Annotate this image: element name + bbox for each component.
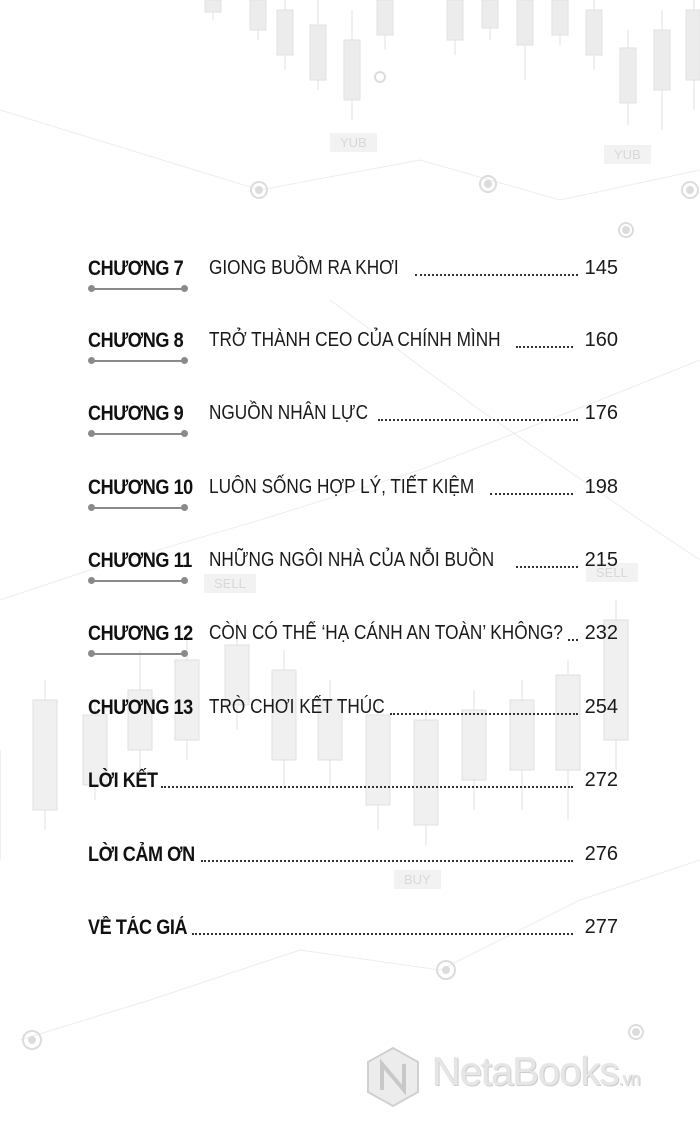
buy-tag-top: YUB (330, 133, 377, 152)
chapter-title: GIONG BUỒM RA KHƠI (209, 257, 399, 279)
underline-connector (91, 433, 185, 435)
chapter-label: CHƯƠNG 10 (88, 476, 193, 499)
page-number: 160 (584, 329, 618, 351)
underline-connector (91, 507, 185, 509)
chapter-label: LỜI CẢM ƠN (88, 843, 195, 866)
page-number: 276 (584, 843, 618, 865)
toc-entry[interactable] (88, 549, 618, 589)
logo-name: NetaBooks (432, 1050, 619, 1094)
chapter-label: CHƯƠNG 7 (88, 257, 184, 280)
chapter-label: CHƯƠNG 11 (88, 549, 192, 572)
leader-dots (568, 637, 578, 641)
underline-connector (91, 653, 185, 655)
leader-dots (201, 858, 573, 862)
leader-dots (516, 344, 573, 348)
leader-dots (390, 711, 578, 715)
netabooks-logo (362, 1046, 662, 1106)
sell-tag-left: SELL (204, 574, 256, 593)
logo-wordmark (432, 1050, 640, 1095)
chapter-title: TRỞ THÀNH CEO CỦA CHÍNH MÌNH (209, 329, 501, 351)
leader-dots (516, 564, 578, 568)
chapter-label: CHƯƠNG 13 (88, 696, 193, 719)
leader-dots (490, 491, 573, 495)
toc-entry[interactable] (88, 622, 618, 662)
page-number: 277 (584, 916, 618, 938)
page-number: 215 (584, 549, 618, 571)
chapter-label: LỜI KẾT (88, 769, 158, 792)
logo-suffix: .vn (618, 1069, 640, 1089)
chapter-label: VỀ TÁC GIẢ (88, 916, 188, 939)
buy-tag-bottom: BUY (394, 870, 441, 889)
toc-entry[interactable] (88, 769, 618, 809)
page-number: 176 (584, 402, 618, 424)
leader-dots (161, 784, 573, 788)
chapter-label: CHƯƠNG 9 (88, 402, 184, 425)
leader-dots (378, 417, 578, 421)
chapter-label: CHƯƠNG 12 (88, 622, 193, 645)
page-number: 254 (584, 696, 618, 718)
chapter-title: NHỮNG NGÔI NHÀ CỦA NỖI BUỒN (209, 549, 495, 571)
page-number: 272 (584, 769, 618, 791)
chapter-label: CHƯƠNG 8 (88, 329, 184, 352)
page-number: 198 (584, 476, 618, 498)
underline-connector (91, 360, 185, 362)
toc-entry[interactable] (88, 402, 618, 442)
toc-entry[interactable] (88, 696, 618, 736)
leader-dots (415, 272, 578, 276)
chapter-title: LUÔN SỐNG HỢP LÝ, TIẾT KIỆM (209, 476, 475, 498)
toc-entry[interactable] (88, 843, 618, 883)
chapter-title: CÒN CÓ THỂ ‘HẠ CÁNH AN TOÀN’ KHÔNG? (209, 622, 563, 644)
toc-entry[interactable] (88, 257, 618, 297)
chapter-title: TRÒ CHƠI KẾT THÚC (209, 696, 385, 718)
toc-entry[interactable] (88, 916, 618, 956)
underline-connector (91, 288, 185, 290)
sell-tag-right: SELL (586, 563, 638, 582)
chapter-title: NGUỒN NHÂN LỰC (209, 402, 368, 424)
underline-connector (91, 580, 185, 582)
page-number: 145 (584, 257, 618, 279)
buy-tag-top-right: YUB (604, 145, 651, 164)
leader-dots (192, 931, 573, 935)
toc-entry[interactable] (88, 329, 618, 369)
toc-entry[interactable] (88, 476, 618, 516)
page-number: 232 (584, 622, 618, 644)
